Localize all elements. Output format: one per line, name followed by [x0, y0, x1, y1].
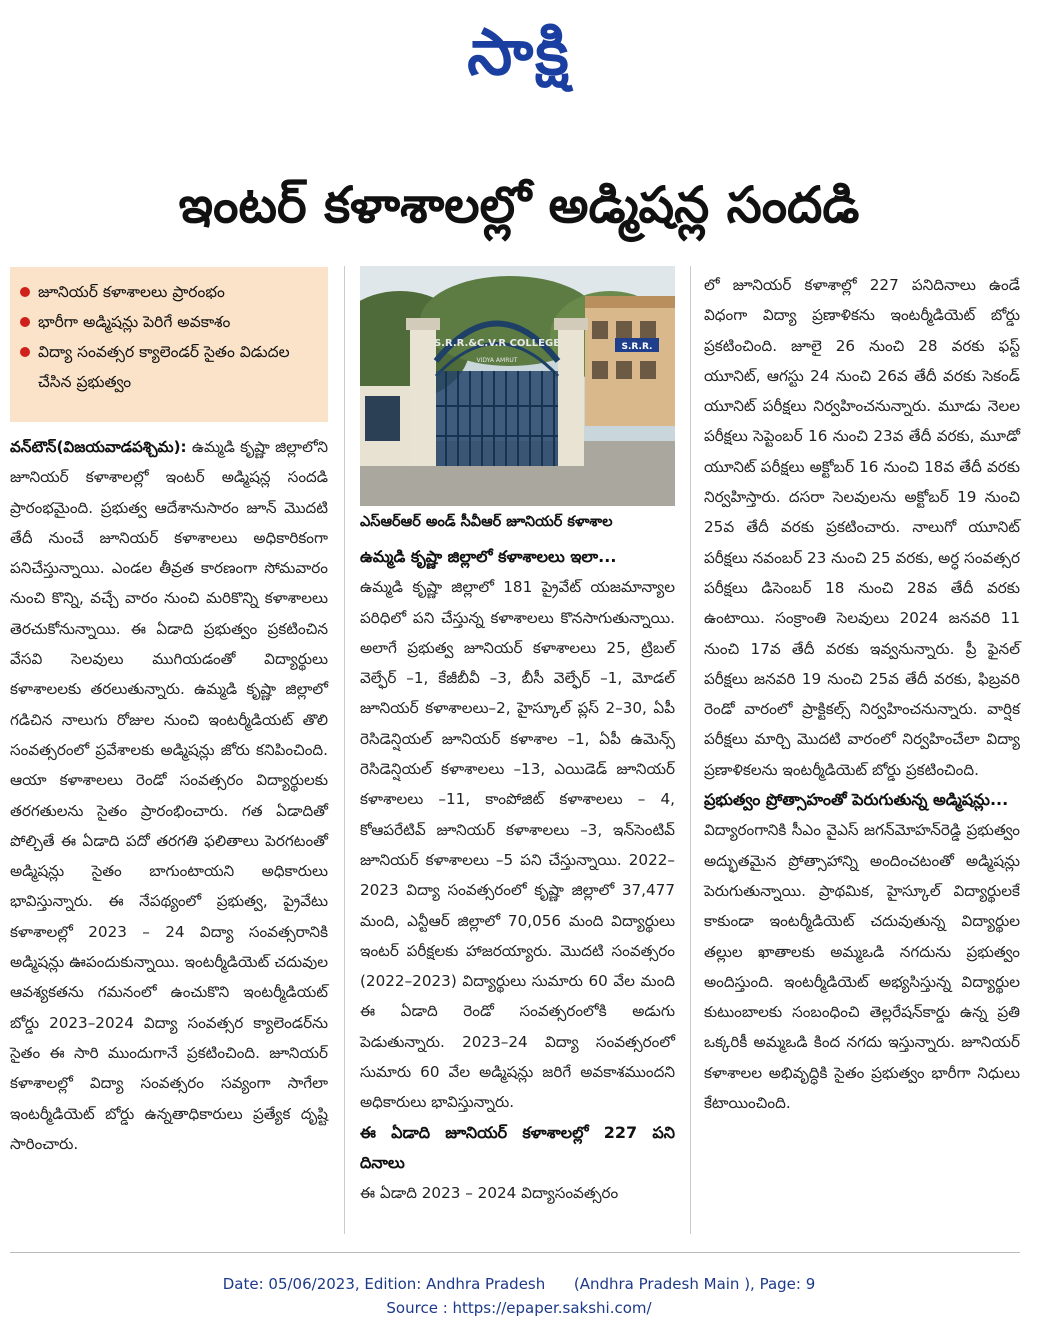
photo-caption: ఎస్ఆర్ఆర్ అండ్ సీవీఆర్ జూనియర్ కళాశాల	[360, 514, 613, 530]
column-text: లో జూనియర్ కళాశాల్లో 227 పనిదినాలు ఉండే విధంగా విద్యా ప్రణాళికను ఇంటర్మీడియెట్ బోర్డు ప్రకటించింది. జూలై 26 నుంచి 28 వరకు ఫస్ట్ యూనిట్, ఆగస్టు 24 నుంచి 26వ తేదీ వరకు సెకండ్ యూనిట్ పరీక్షలు నిర్వహించనున్నారు. మూడు నెలల పరీక్షలు సెప్టెంబర్ 16 నుంచి 23వ తేదీ వరకు, మూడో యూనిట్ పరీక్షలు అక్టోబర్ 16 నుంచి 18వ తేదీ వరకు నిర్వహిస్తారు. దసరా సెలవులను అక్టోబర్ 19 నుంచి 25వ తేదీ వరకు ప్రకటించారు. నాలుగో యూనిట్ పరీక్షలు నవంబర్ 23 నుంచి 25 వరకు, అర్ధ సంవత్సర పరీక్షలు డిసెంబర్ 18 నుంచి 28వ తేదీ వరకు ఉంటాయి. సంక్రాంతి సెలవులు 2024 జనవరి 11 నుంచి 17వ తేదీ వరకు ఇవ్వనున్నారు. ప్రీ ఫైనల్ పరీక్షలు జనవరి 19 నుంచి 25వ తేదీ వరకు, ఫిబ్రవరి రెండో వారంలో ప్రాక్టికల్స్ నిర్వహించనున్నారు. వార్షిక పరీక్షలు మార్చి మొదటి వారంలో నిర్వహించేలా విద్యా ప్రణాళికలను ఇంటర్మీడియెట్ బోర్డు ప్రకటించింది.	[704, 276, 1020, 779]
bullet-icon	[20, 347, 30, 357]
highlight-text: జూనియర్ కళాశాలలు ప్రారంభం	[38, 283, 225, 301]
column-text: విద్యారంగానికి సీఎం వైఎస్ జగన్‌మోహన్‌రెడ్డి ప్రభుత్వం అద్భుతమైన ప్రోత్సాహాన్ని అందించటంతో అడ్మిషన్లు పెరుగుతున్నాయి. ప్రాథమిక, హైస్కూల్ విద్యార్థులకే కాకుండా ఇంటర్మీడియెట్ చదువుతున్న విద్యార్థుల తల్లుల ఖాతాలకు అమ్మఒడి నగదును ప్రభుత్వం అందిస్తుంది. ఇంటర్మీడియెట్ అభ్యసిస్తున్న విద్యార్థుల కుటుంబాలకు సంబంధించి తెల్లరేషన్‌కార్డు ఉన్న ప్రతి ఒక్కరికీ అమ్మఒడి కింద నగదు ఇస్తున్నారు. జూనియర్ కళాశాలల అభివృద్ధికి సైతం ప్రభుత్వం భారీగా నిధులు కేటాయించింది.	[704, 821, 1020, 1113]
article-column-3	[704, 270, 1020, 1118]
highlight-text: విద్యా సంవత్సర క్యాలెండర్ సైతం విడుదల చేసిన ప్రభుత్వం	[38, 343, 290, 391]
highlight-text: భారీగా అడ్మిషన్లు పెరిగే అవకాశం	[38, 313, 231, 331]
footer-source-link[interactable]: Source : https://epaper.sakshi.com/	[386, 1299, 652, 1317]
article-headline: ఇంటర్ కళాశాలల్లో అడ్మిషన్ల సందడి	[178, 176, 860, 234]
section-subheading: ప్రభుత్వం ప్రోత్సాహంతో పెరుగుతున్న అడ్మిషన్లు...	[704, 790, 1009, 810]
section-subheading: ఈ ఏడాది జూనియర్ కళాశాలల్లో 227 పని దినాలు	[360, 1122, 675, 1172]
page-footer	[0, 1272, 1038, 1320]
highlight-item	[20, 277, 320, 307]
section-subheading: ఉమ్మడి కృష్ణా జిల్లాలో కళాశాలలు ఇలా...	[360, 547, 617, 566]
column-text: ఈ ఏడాది 2023 – 2024 విద్యాసంవత్సరం	[360, 1184, 619, 1203]
highlights-box	[10, 267, 328, 422]
gate-sign-text: S.R.R.&C.V.R COLLEGE	[433, 338, 561, 349]
footer-divider	[10, 1252, 1020, 1253]
highlight-item	[20, 337, 320, 397]
bullet-icon	[20, 287, 30, 297]
article-column-1	[10, 432, 328, 1159]
side-sign-text: S.R.R.	[621, 342, 653, 352]
dateline: వన్‌టౌన్(విజయవాడపశ్చిమ):	[10, 438, 187, 456]
highlight-item	[20, 307, 320, 337]
column-divider	[690, 266, 691, 1234]
column-text: ఉమ్మడి కృష్ణా జిల్లాలోని జూనియర్ కళాశాలల్లో ఇంటర్ అడ్మిషన్ల సందడి ప్రారంభమైంది. ప్రభుత్వ ఆదేశానుసారం జూన్ మొదటి తేదీ నుంచే జూనియర్ కళాశాలలు అధికారికంగా పనిచేస్తున్నాయి. ఎండల తీవ్రత కారణంగా సోమవారం నుంచి కొన్ని, వచ్చే వారం నుంచి మరికొన్ని కళాశాలలు తెరచుకోనున్నాయి. ఈ ఏడాది ప్రభుత్వం ప్రకటించిన వేసవి సెలవులు ముగియడంతో విద్యార్థులు కళాశాలలకు తరలుతున్నారు. ఉమ్మడి కృష్ణా జిల్లాలో గడిచిన నాలుగు రోజుల నుంచి ఇంటర్మీడియట్ తొలి సంవత్సరంలో ప్రవేశాలకు అడ్మిషన్లు జోరు కనిపించింది. ఆయా కళాశాలలు రెండో సంవత్సరం విద్యార్థులకు తరగతులను సైతం ప్రారంభించారు. గత ఏడాదితో పోల్చితే ఈ ఏడాది పదో తరగతి ఫలితాలు పెరగటంతో అడ్మిషన్లు సైతం బాగుంటాయని అధికారులు భావిస్తున్నారు. ఈ నేపథ్యంలో ప్రభుత్వ, ప్రైవేటు కళాశాలల్లో 2023 – 24 విద్యా సంవత్సరానికి అడ్మిషన్లు ఊపందుకున్నాయి. ఇంటర్మీడియెట్ చదువుల ఆవశ్యకతను గమనంలో ఉంచుకొని ఇంటర్మీడియట్ బోర్డు 2023–2024 విద్యా సంవత్సర క్యాలెండర్‌ను సైతం ఈ సారి ముందుగానే ప్రకటించింది. జూనియర్ కళాశాలల్లో విద్యా సంవత్సరం సవ్యంగా సాగేలా ఇంటర్మీడియెట్ బోర్డు ఉన్నతాధికారులు ప్రత్యేక దృష్టి సారించారు.	[10, 438, 328, 1153]
column-divider	[344, 266, 345, 1234]
article-column-2	[360, 542, 675, 1209]
footer-date-line: Date: 05/06/2023, Edition: Andhra Pradesh (Andhra Pradesh Main ), Page: 9	[222, 1275, 816, 1293]
photo-illustration	[360, 266, 675, 506]
college-gate-photo	[360, 266, 675, 506]
gate-motto-text: VIDYA AMRUT	[476, 357, 518, 364]
column-text: ఉమ్మడి కృష్ణా జిల్లాలో 181 ప్రైవేట్ యజమాన్యాల పరిధిలో పని చేస్తున్న కళాశాలలు కొనసాగుతున్నాయి. అలాగే ప్రభుత్వ జూనియర్ కళాశాలలు 25, ట్రిబల్ వెల్ఫేర్ –1, కేజీబీవీ –3, బీసీ వెల్ఫేర్ –1, మోడల్ జూనియర్ కళాశాలలు–2, హైస్కూల్ ప్లస్ 2–30, ఏపీ రెసిడెన్షియల్ జూనియర్ కళాశాల –1, ఏపీ ఉమెన్స్ రెసిడెన్షియల్ కళాశాలలు –13, ఎయిడెడ్ జూనియర్ కళాశాలలు –11, కాంపోజిట్ కళాశాలలు – 4, కోఆపరేటివ్ జూనియర్ కళాశాలలు –3, ఇన్‌సెంటివ్ జూనియర్ కళాశాలలు –5 పని చేస్తున్నాయి. 2022–2023 విద్యా సంవత్సరంలో కృష్ణా జిల్లాలో 37,477 మంది, ఎన్టీఆర్ జిల్లాలో 70,056 మంది విద్యార్థులు ఇంటర్ పరీక్షలకు హాజరయ్యారు. మొదటి సంవత్సరం (2022–2023) విద్యార్థులు సుమారు 60 వేల మంది ఈ ఏడాది రెండో సంవత్సరంలోకి అడుగు పెడుతున్నారు. 2023–24 విద్యా సంవత్సరంలో సుమారు 60 వేల అడ్మిషన్లు జరిగే అవకాశముందని అధికారులు భావిస్తున్నారు.	[360, 578, 675, 1112]
newspaper-logo: సాక్షి	[467, 16, 571, 90]
bullet-icon	[20, 317, 30, 327]
